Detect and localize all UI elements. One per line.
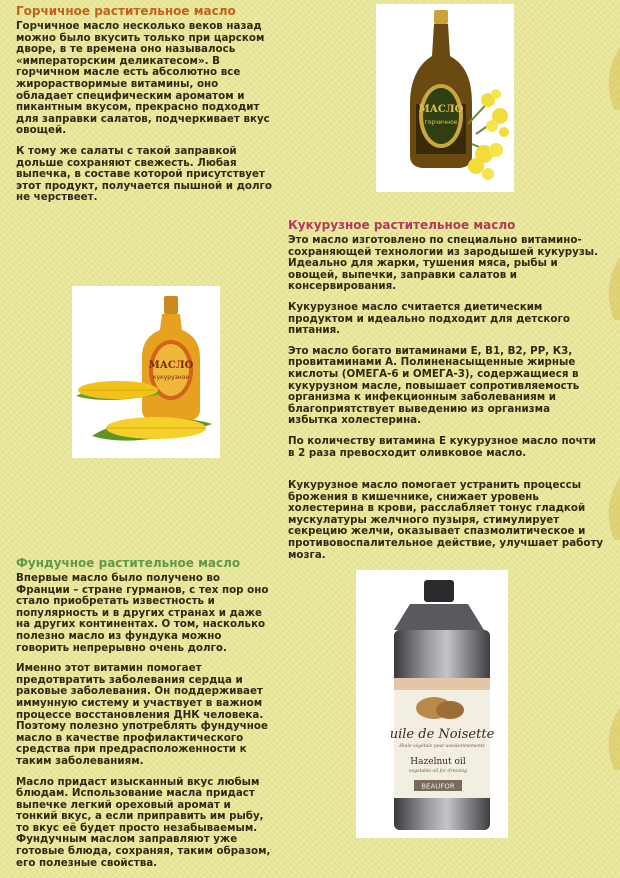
corn-paragraph: Это масло богато витаминами Е, В1, В2, РР, К3, провитаминами А. Полиненасыщенные жирные кислоты (ОМЕГА-6 и ОМЕГА-3), содержащиеся в кукурузном масле, повышает сопротивляемость организма к инфекционным заболеваниям и благоприятствует выведению из организма избытка холестерина. bbox=[288, 344, 580, 427]
corn-leaf-decoration bbox=[600, 40, 620, 110]
mustard-paragraph: Горчичное масло несколько веков назад можно было вкусить только при царском дворе, в те времена оно называлось «императорским деликатесом». В горчичном масле есть абсолютно все жирорастворимые витамины, оно обладает специфическим ароматом и пикантным вкусом, прекрасно подходит для заправки салатов, подчеркивает вкус овощей. bbox=[16, 20, 270, 137]
corn-oil-photo bbox=[72, 286, 220, 458]
mustard-flowers bbox=[468, 89, 509, 180]
bottle-cap bbox=[164, 296, 178, 314]
hazelnut-paragraph: Масло придаст изысканный вкус любым блюдам. Использование масла придаст выпечке легкий ореховый аромат и тонкий вкус, а если приправить им рыбу, то вкус её будет просто незабываемым. Фундучным маслом заправляют уже готовые блюда, сохраняя, таким образом, его полезные свойства. bbox=[16, 775, 271, 869]
hazelnut-paragraph: Впервые масло было получено во Франции – стране гурманов, с тех пор оно стало приобретать известность и популярность и в других странах и даже на других континентах. О том, насколько полезно масло из фундука можно говорить непрерывно очень долго. bbox=[16, 572, 269, 654]
hazelnut-paragraph: Именно этот витамин помогает предотвратить заболевания сердца и раковые заболевания. Он поддерживает иммунную систему и участвует в важном процессе восстановления ДНК человека. Поэтому полезно употреблять фундучное масло в качестве профилактического средства при предрасположенности к таким заболеваниям. bbox=[16, 662, 268, 767]
bottle-label-text: МАСЛО bbox=[148, 360, 194, 371]
corn-paragraph: Кукурузное масло помогает устранить процессы брожения в кишечнике, снижает уровень холестерина в крови, расслабляет тонус гладкой мускулатуры желчного пузыря, стимулирует секрецию желчи, оказывает спазмолитическое и противовоспалительное действие, улучшает работу мозга. bbox=[288, 479, 604, 561]
bottle-label-subtext: кукурузное bbox=[152, 374, 190, 381]
corn-leaf-decoration bbox=[600, 700, 620, 770]
mustard-paragraph: К тому же салаты с такой заправкой дольше сохраняют свежесть. Любая выпечка, в составе которой присутствует этот продукт, получается пышной и долго не черствеет. bbox=[16, 144, 272, 204]
brand-text: BEAUFOR bbox=[421, 782, 455, 791]
corn-title: Кукурузное растительное масло bbox=[288, 218, 516, 232]
bottle-cap bbox=[434, 10, 448, 24]
can-label-small: Huile végétale pour assaisonnements bbox=[399, 744, 485, 749]
corn-paragraph: Это масло изготовлено по специально витамино- сохраняющей технологии из зародышей кукурузы. Идеально для жарки, тушения мяса, рыбы и овощей, выпечки, заправки салатов и консервирования. bbox=[288, 234, 599, 293]
bottle-label-text: МАСЛО bbox=[418, 104, 464, 115]
can-label-small2: vegetable oil for dressing bbox=[408, 769, 468, 774]
can-label-subtext: Hazelnut oil bbox=[410, 757, 466, 767]
mustard-title: Горчичное растительное масло bbox=[16, 4, 236, 18]
corn-paragraph: Кукурузное масло считается диетическим продуктом и идеально подходит для детского питания. bbox=[288, 300, 570, 337]
can-cap bbox=[424, 580, 454, 602]
corn-paragraph: По количеству витамина Е кукурузное масло почти в 2 раза превосходит оливковое масло. bbox=[288, 434, 596, 459]
can-label-text: uile de Noisette bbox=[389, 727, 495, 742]
hazelnut-title: Фундучное растительное масло bbox=[16, 556, 241, 570]
corn-section bbox=[288, 218, 608, 570]
bottle-label-subtext: горчичное bbox=[424, 119, 458, 126]
hazelnut-oil-photo bbox=[356, 570, 508, 838]
mustard-oil-photo bbox=[376, 4, 514, 192]
mustard-section bbox=[16, 4, 316, 213]
hazelnut-section bbox=[16, 556, 316, 878]
